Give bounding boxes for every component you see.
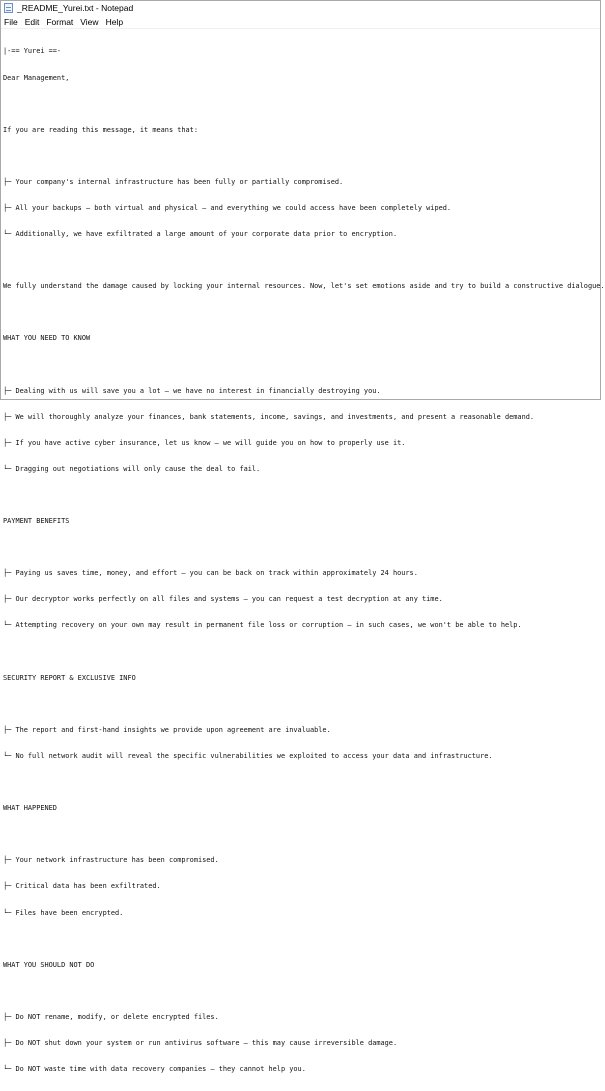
document-line (3, 830, 600, 839)
notepad-app-icon (4, 3, 13, 13)
section-heading: PAYMENT BENEFITS (3, 517, 70, 526)
document-line: ├─ All your backups — both virtual and physical — and everything we could access have been completely wiped. (3, 203, 452, 212)
document-line: ├─ Dealing with us will save you a lot — we have no interest in financially destroying you. (3, 386, 381, 395)
document-line: If you are reading this message, it means that: (3, 125, 198, 134)
document-line (3, 648, 600, 657)
document-line (3, 308, 600, 317)
document-line: └─ Attempting recovery on your own may result in permanent file loss or corruption — in such cases, we won't be able to help. (3, 621, 522, 630)
document-line: Dear Management, (3, 73, 70, 82)
document-line (3, 778, 600, 787)
document-line: ├─ We will thoroughly analyze your finances, bank statements, income, savings, and investments, and present a reasonable demand. (3, 412, 535, 421)
menu-view[interactable]: View (80, 16, 99, 27)
menu-file[interactable]: File (4, 16, 18, 27)
document-line: ├─ Do NOT rename, modify, or delete encrypted files. (3, 1012, 219, 1021)
document-line: |-== Yurei ==- (3, 47, 62, 56)
menu-format[interactable]: Format (46, 16, 74, 27)
document-line (3, 100, 600, 109)
section-heading: WHAT YOU NEED TO KNOW (3, 334, 91, 343)
title-bar[interactable] (1, 1, 600, 15)
document-line: ├─ The report and first-hand insights we provide upon agreement are invaluable. (3, 725, 331, 734)
menu-edit[interactable]: Edit (24, 16, 40, 27)
section-heading: WHAT HAPPENED (3, 804, 57, 813)
document-line: └─ Dragging out negotiations will only cause the deal to fail. (3, 464, 261, 473)
window-title: _README_Yurei.txt - Notepad (17, 3, 134, 13)
section-heading: SECURITY REPORT & EXCLUSIVE INFO (3, 673, 136, 682)
document-line: We fully understand the damage caused by locking your internal resources. Now, let's set emotions aside and try to build a constructive dialogue. (3, 282, 605, 291)
document-line: └─ Files have been encrypted. (3, 908, 124, 917)
document-line: ├─ Paying us saves time, money, and effort — you can be back on track within approximately 24 hours. (3, 569, 418, 578)
document-line: ├─ Critical data has been exfiltrated. (3, 882, 161, 891)
document-line: └─ Additionally, we have exfiltrated a large amount of your corporate data prior to encryption. (3, 230, 398, 239)
document-line (3, 361, 600, 370)
document-line (3, 152, 600, 161)
menu-help[interactable]: Help (105, 16, 124, 27)
document-line: ├─ If you have active cyber insurance, let us know — we will guide you on how to properly use it. (3, 438, 406, 447)
document-line (3, 256, 600, 265)
document-line: ├─ Our decryptor works perfectly on all files and systems — you can request a test decryption at any time. (3, 595, 443, 604)
document-line (3, 491, 600, 500)
document-line (3, 543, 600, 552)
document-line: └─ Do NOT waste time with data recovery companies — they cannot help you. (3, 1065, 306, 1074)
document-line: ├─ Do NOT shut down your system or run antivirus software — this may cause irreversible damage. (3, 1038, 398, 1047)
document-line: └─ No full network audit will reveal the specific vulnerabilities we exploited to access your data and infrastructure. (3, 751, 493, 760)
menu-bar (1, 15, 600, 28)
document-text (1, 29, 605, 1091)
document-line (3, 700, 600, 709)
section-heading: WHAT YOU SHOULD NOT DO (3, 960, 95, 969)
document-line (3, 935, 600, 944)
document-line: ├─ Your company's internal infrastructure has been fully or partially compromised. (3, 177, 344, 186)
document-line: ├─ Your network infrastructure has been compromised. (3, 856, 219, 865)
text-editor-area[interactable] (1, 28, 605, 1074)
document-line (3, 987, 600, 996)
